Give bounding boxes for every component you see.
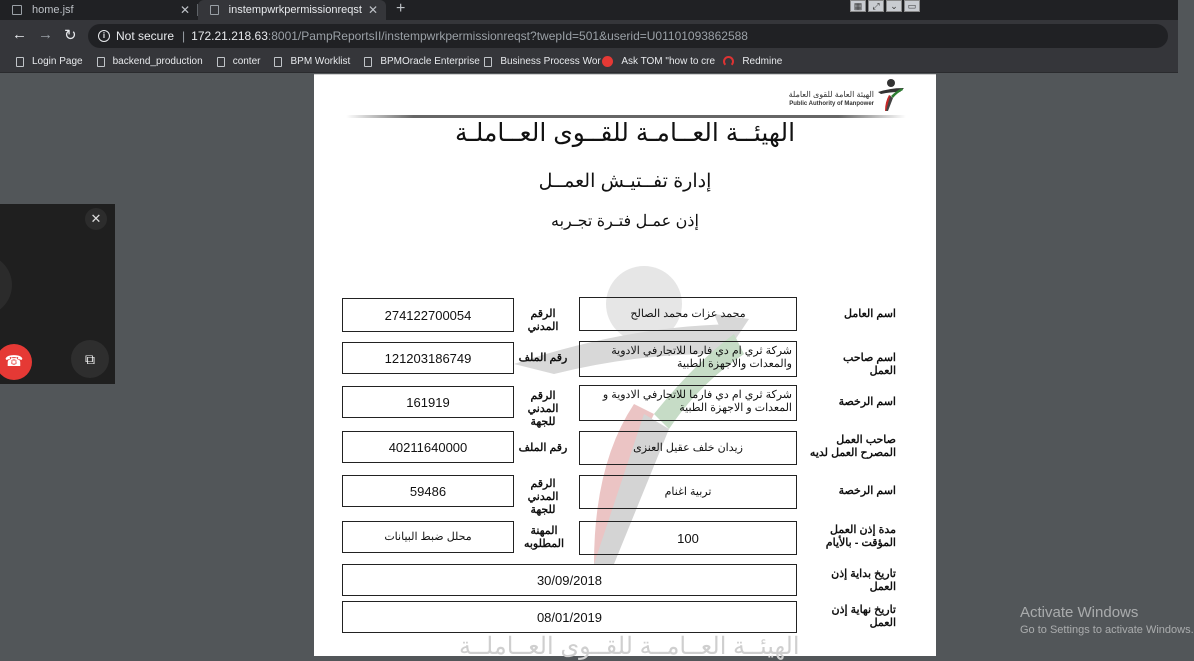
bookmark-label: conter xyxy=(232,56,261,67)
new-tab-button[interactable]: + xyxy=(396,0,406,17)
bookmark-login-page[interactable] xyxy=(16,56,83,67)
logo-arabic-text: الهيئة العامة للقوى العاملة xyxy=(788,90,874,99)
permit-duration-field: 100 xyxy=(579,521,797,555)
bookmark-label: backend_production xyxy=(112,56,203,67)
file-number-label: رقم الملف xyxy=(518,352,568,364)
bookmark-label: Business Process Wor xyxy=(500,56,601,67)
page-icon xyxy=(274,57,282,67)
file-number-label: رقم الملف xyxy=(518,442,568,454)
bookmark-label: BPM Worklist xyxy=(290,56,351,67)
page-icon xyxy=(16,57,24,67)
monitor-icon[interactable]: ▭ xyxy=(904,0,920,12)
bookmark-redmine[interactable] xyxy=(723,56,782,67)
bookmark-label: Login Page xyxy=(32,56,83,67)
civil-id-field: 274122700054 xyxy=(342,298,514,332)
entity-civil-id-label: الرقم المدني للجهة xyxy=(527,478,559,516)
tab-instempwrkpermissionreqst[interactable] xyxy=(198,0,386,20)
page-icon xyxy=(12,5,22,15)
info-icon[interactable]: i xyxy=(98,30,110,42)
reload-icon[interactable]: ↻ xyxy=(64,27,77,44)
entity-civil-id-label: الرقم المدني للجهة xyxy=(527,390,559,428)
authorized-employer-label: صاحب العمل المصرح العمل لديه xyxy=(809,434,896,459)
tab-strip xyxy=(0,0,1178,20)
bookmark-conter[interactable] xyxy=(217,56,261,67)
license-name-field: شركة ثري ام دي فارما للاتجارفي الادوية و المعدات و الاجهزة الطبية xyxy=(579,385,797,421)
bookmark-ask-tom[interactable] xyxy=(602,56,716,67)
security-label[interactable]: Not secure xyxy=(116,29,175,43)
authority-logo xyxy=(780,76,908,114)
employer-name-field: شركة ثري ام دي فارما للاتجارفي الادوية والمعدات والاجهزة الطبية xyxy=(579,341,797,377)
required-profession-field: محلل ضبط البيانات xyxy=(342,521,514,553)
end-date-field: 08/01/2019 xyxy=(342,601,797,633)
page-icon xyxy=(97,57,105,67)
bookmark-business-process[interactable] xyxy=(484,56,601,67)
page-title: الهيئــة العــامـة للقــوى العــاملـة xyxy=(454,119,796,147)
tab-title: home.jsf xyxy=(32,4,74,16)
file-number-field: 121203186749 xyxy=(342,342,514,374)
popout-button[interactable] xyxy=(71,340,109,378)
page-icon xyxy=(217,57,225,67)
end-date-label: تاريخ نهاية إذن العمل xyxy=(831,604,896,629)
bookmark-bpm-worklist[interactable] xyxy=(274,56,350,67)
activate-windows-subtitle: Go to Settings to activate Windows. xyxy=(1020,624,1194,636)
browser-toolbar xyxy=(0,20,1178,51)
footer-watermark: الهيئــة العــامــة للقــوى العــاملــة xyxy=(459,633,800,660)
avatar xyxy=(0,254,12,316)
phone-hangup-icon: ☎ xyxy=(4,353,24,370)
oracle-icon xyxy=(602,56,613,67)
authorized-employer-field: زيدان خلف عقيل العنزى xyxy=(579,431,797,465)
url-host: 172.21.218.63 xyxy=(191,29,268,43)
bookmark-label: Ask TOM "how to cre xyxy=(621,56,716,67)
page-icon xyxy=(364,57,372,67)
bookmarks-bar xyxy=(0,51,1178,73)
remote-tray xyxy=(850,0,920,14)
redmine-icon xyxy=(723,56,734,67)
start-date-label: تاريخ بداية إذن العمل xyxy=(831,568,896,593)
url-separator: | xyxy=(182,29,186,43)
page-icon xyxy=(484,57,492,67)
popout-icon: ⧉ xyxy=(85,351,95,367)
entity-civil-id-field: 161919 xyxy=(342,386,514,418)
tab-home[interactable] xyxy=(0,0,198,20)
bookmark-label: BPMOracle Enterprise xyxy=(380,56,480,67)
permit-duration-label: مدة إذن العمل المؤقت - بالأيام xyxy=(825,524,896,549)
expand-icon[interactable]: ⤢ xyxy=(868,0,884,12)
forward-arrow-icon[interactable]: → xyxy=(38,26,53,43)
close-icon[interactable]: ✕ xyxy=(85,208,107,230)
license-name-label: اسم الرخصة xyxy=(838,485,896,497)
tab-title: instempwrkpermissionreqst xyxy=(228,4,362,16)
activate-windows-title: Activate Windows xyxy=(1020,604,1139,621)
permit-title: إذن عمـل فتـرة تجـربه xyxy=(551,213,699,230)
license-name-label: اسم الرخصة xyxy=(838,396,896,408)
back-arrow-icon[interactable]: ← xyxy=(12,26,27,43)
file-number-field: 40211640000 xyxy=(342,431,514,463)
hangup-button[interactable] xyxy=(0,344,32,380)
civil-id-label: الرقم المدني xyxy=(527,308,559,333)
worker-name-field: محمد عزات محمد الصالح xyxy=(579,297,797,331)
logo-english-text: Public Authority of Manpower xyxy=(789,101,874,107)
license-name-field: تربية اغنام xyxy=(579,475,797,509)
worker-name-label: اسم العامل xyxy=(844,308,896,320)
close-tab-icon[interactable]: ✕ xyxy=(179,3,190,17)
authority-logo-icon xyxy=(876,78,906,112)
bookmark-bpmoracle-enterprise[interactable] xyxy=(364,56,480,67)
start-date-field: 30/09/2018 xyxy=(342,564,797,596)
page-icon xyxy=(210,5,219,15)
page-edge xyxy=(314,74,936,75)
department-title: إدارة تفــتيـش العمــل xyxy=(538,171,712,192)
chevron-down-icon[interactable]: ⌄ xyxy=(886,0,902,12)
bookmark-backend-production[interactable] xyxy=(97,56,203,67)
pdf-page xyxy=(314,74,936,660)
close-tab-icon[interactable]: ✕ xyxy=(367,3,378,17)
call-panel xyxy=(0,204,115,384)
employer-name-label: اسم صاحب العمل xyxy=(843,352,896,377)
url-path: :8001/PampReportsII/instempwrkpermissionreqst?twepId=501&userid=U01101093862588 xyxy=(267,29,748,43)
entity-civil-id-field: 59486 xyxy=(342,475,514,507)
window-icon[interactable]: ▦ xyxy=(850,0,866,12)
address-bar[interactable] xyxy=(88,24,1168,48)
required-profession-label: المهنة المطلوبه xyxy=(523,525,565,550)
bookmark-label: Redmine xyxy=(742,56,783,67)
